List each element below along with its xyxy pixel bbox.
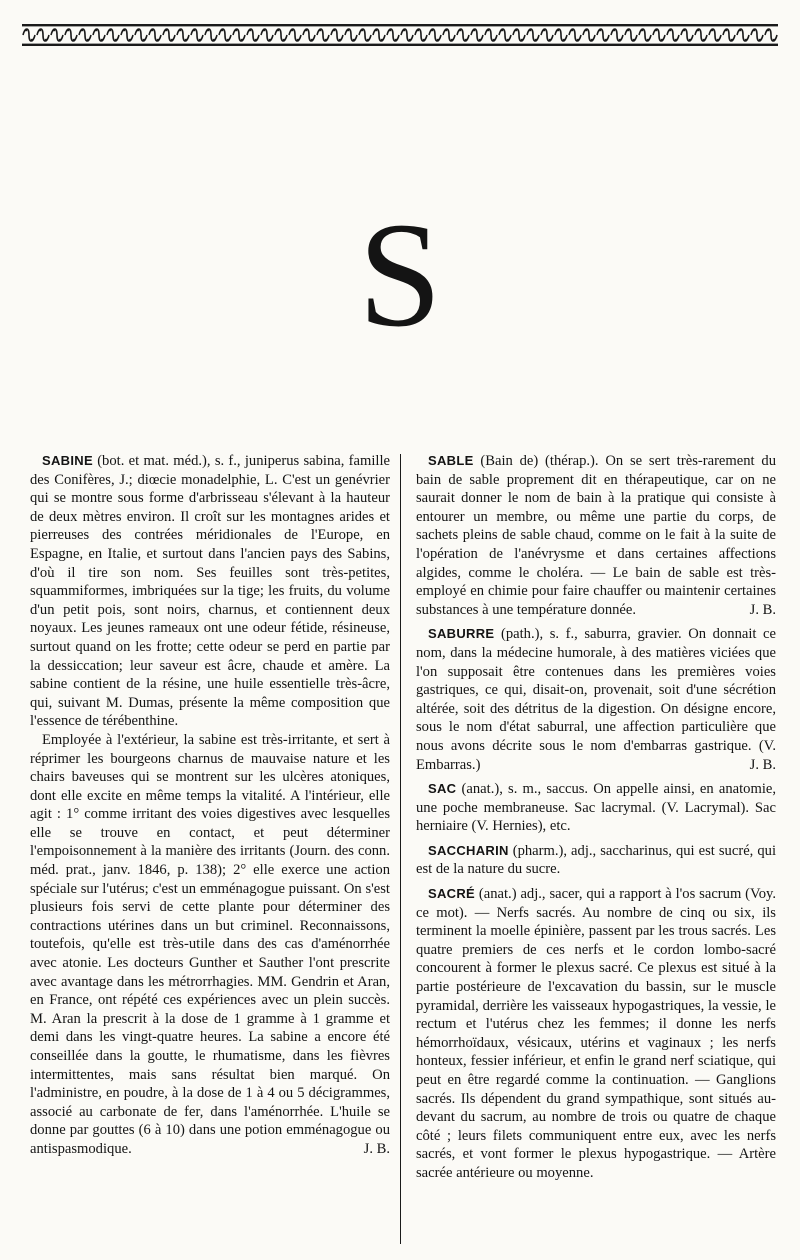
- entry-sable: [416, 452, 776, 619]
- headword: SABINE: [42, 453, 93, 468]
- entry-text: (bot. et mat. méd.), s. f., juniperus sabina, famille des Conifères, J.; diœcie monadelphie, L. C'est un genévrier qui se montre sous forme d'arbrisseau s'élevant à la hauteur de deux mètres environ. Il croît sur les montagnes arides et pierreuses des contrées méridionales de l'Europe, en Espagne, en Italie, et surtout dans l'ancien pays des Sabins, d'où il tire son nom. Ses feuilles sont très-petites, squammiformes, imbriquées sur la tige; les fruits, du volume d'un petit pois, sont noirs, charnus, et contiennent deux noyaux. Les jeunes rameaux ont une odeur fétide, résineuse, surtout quand on les frotte; cette odeur se perd en partie par la dessiccation; leur saveur est âcre, chaude et amère. La sabine contient de la résine, une huile essentielle très-âcre, qui, suivant M. Dumas, présente la même composition que l'essence de térébenthine.: [30, 453, 390, 730]
- entry-sac: [416, 780, 776, 836]
- headword: SACRÉ: [428, 886, 476, 902]
- headword: SABLE: [428, 453, 474, 468]
- entry-text: (pharm.), adj., saccharinus, qui est sucré, qui est de la nature du sucre.: [416, 842, 776, 878]
- entry-text: Employée à l'extérieur, la sabine est très-irritante, et sert à réprimer les bourgeons charnus de mauvaise nature et les chairs baveuses qui se montrent sur les ulcères atoniques, dont elle excite en même temps la vitalité. A l'intérieur, elle agit : 1° comme irritant des voies digestives avec lesquelles elle se trouve en contact, et peut déterminer l'empoisonnement à la manière des irritants (Journ. des conn. méd. prat., janv. 1846, p. 138); 2° elle exerce une action spéciale sur l'utérus; c'est un emménagogue puissant. On s'est plusieurs fois servi de cette plante pour déterminer des contractions utérines dans un but criminel. Reconnaissons, toutefois, qu'elle est très-utile dans des cas d'aménorrhée avec atonie. Les docteurs Gunther et Sauther l'ont prescrite avec avantage dans les métrorrhagies. MM. Gendrin et Aran, en France, ont répété ces expériences avec un plein succès. M. Aran la prescrit à la dose de 1 gramme à 1 gramme et demi dans les vingt-quatre heures. La sabine a encore été conseillée dans la goutte, le rhumatisme, dans les fièvres intermittentes, mais sans résultat bien marqué. On l'administre, en poudre, à la dose de 1 à 4 ou 5 décigrammes, associé au carbonate de fer, dans l'aménorrhée. L'huile se donne par gouttes (6 à 10) dans une potion emménagogue ou antispasmodique.: [30, 731, 390, 1157]
- signature: J. B.: [363, 1140, 390, 1157]
- entry-saburre: [416, 625, 776, 774]
- headword: SACCHARIN: [428, 842, 509, 858]
- entry-sacre: [416, 885, 776, 1183]
- entry-text: (path.), s. f., saburra, gravier. On donnait ce nom, dans la médecine humorale, à des matières viciées que l'on supposait être contenues dans les premières voies gastriques, ce qui, disait-on, provenait, soit d'une sécrétion altérée, soit des détritus de la digestion. On désigne encore, sous le nom d'état saburral, une affection particulière que nous avons décrite sous le nom d'embarras gastrique. (V. Embarras.): [416, 626, 776, 773]
- entry-saccharin: [416, 842, 776, 879]
- headword: SABURRE: [428, 626, 495, 642]
- left-column: [30, 452, 390, 1165]
- entry-text: (Bain de) (thérap.). On se sert très-rarement du bain de sable proprement dit en thérapeutique, car on ne saurait donner le nom de bain à la pratique qui consiste à entourer un membre, ou même une partie du corps, de sachets pleins de sable chaud, comme on le fait à la suite de l'opération de l'anévrysme et dans certaines affections algides, comme le choléra. — Le bain de sable est très-employé en chimie pour faire chauffer ou maintenir certaines substances à une température donnée.: [416, 453, 776, 618]
- entry-sabine: [30, 452, 390, 1159]
- entry-text: (anat.) adj., sacer, qui a rapport à l'os sacrum (Voy. ce mot). — Nerfs sacrés. Au nombre de cinq ou six, ils terminent la moelle épinière, passent par les trous sacrés. Les quatre premiers de ces nerfs et le cordon lombo-sacré concourent à former le plexus sacré. Ce plexus est situé à la partie postérieure de l'excavation du bassin, sur le muscle pyramidal, derrière les vaisseaux hypogastriques, la vessie, le rectum et l'utérus chez les femmes; il donne les nerfs hémorrhoïdaux, vésicaux, utérins et vaginaux ; les nerfs honteux, fessier inférieur, et enfin le grand nerf sciatique, qui peut en être regardé comme la continuation. — Ganglions sacrés. Ils dépendent du grand sympathique, sont situés au-devant du sacrum, au nombre de trois ou quatre de chaque côté ; leurs filets communiquent entre eux, avec les nerfs sacrés, et vont former le plexus hypogastrique. — Artère sacrée antérieure ou moyenne.: [416, 886, 776, 1181]
- entry-sabine-p1: [30, 452, 390, 731]
- section-letter: S: [358, 192, 442, 358]
- headword: SAC: [428, 781, 457, 797]
- entry-sabine-p2: [30, 731, 390, 1159]
- signature: J. B.: [749, 756, 776, 773]
- column-divider: [400, 454, 401, 1244]
- decorative-border: [22, 24, 778, 46]
- entry-text: (anat.), s. m., saccus. On appelle ainsi, en anatomie, une poche membraneuse. Sac lacrymal. (V. Lacrymal). Sac herniaire (V. Hernies), etc.: [416, 781, 776, 835]
- right-column: [416, 452, 776, 1189]
- signature: J. B.: [749, 601, 776, 618]
